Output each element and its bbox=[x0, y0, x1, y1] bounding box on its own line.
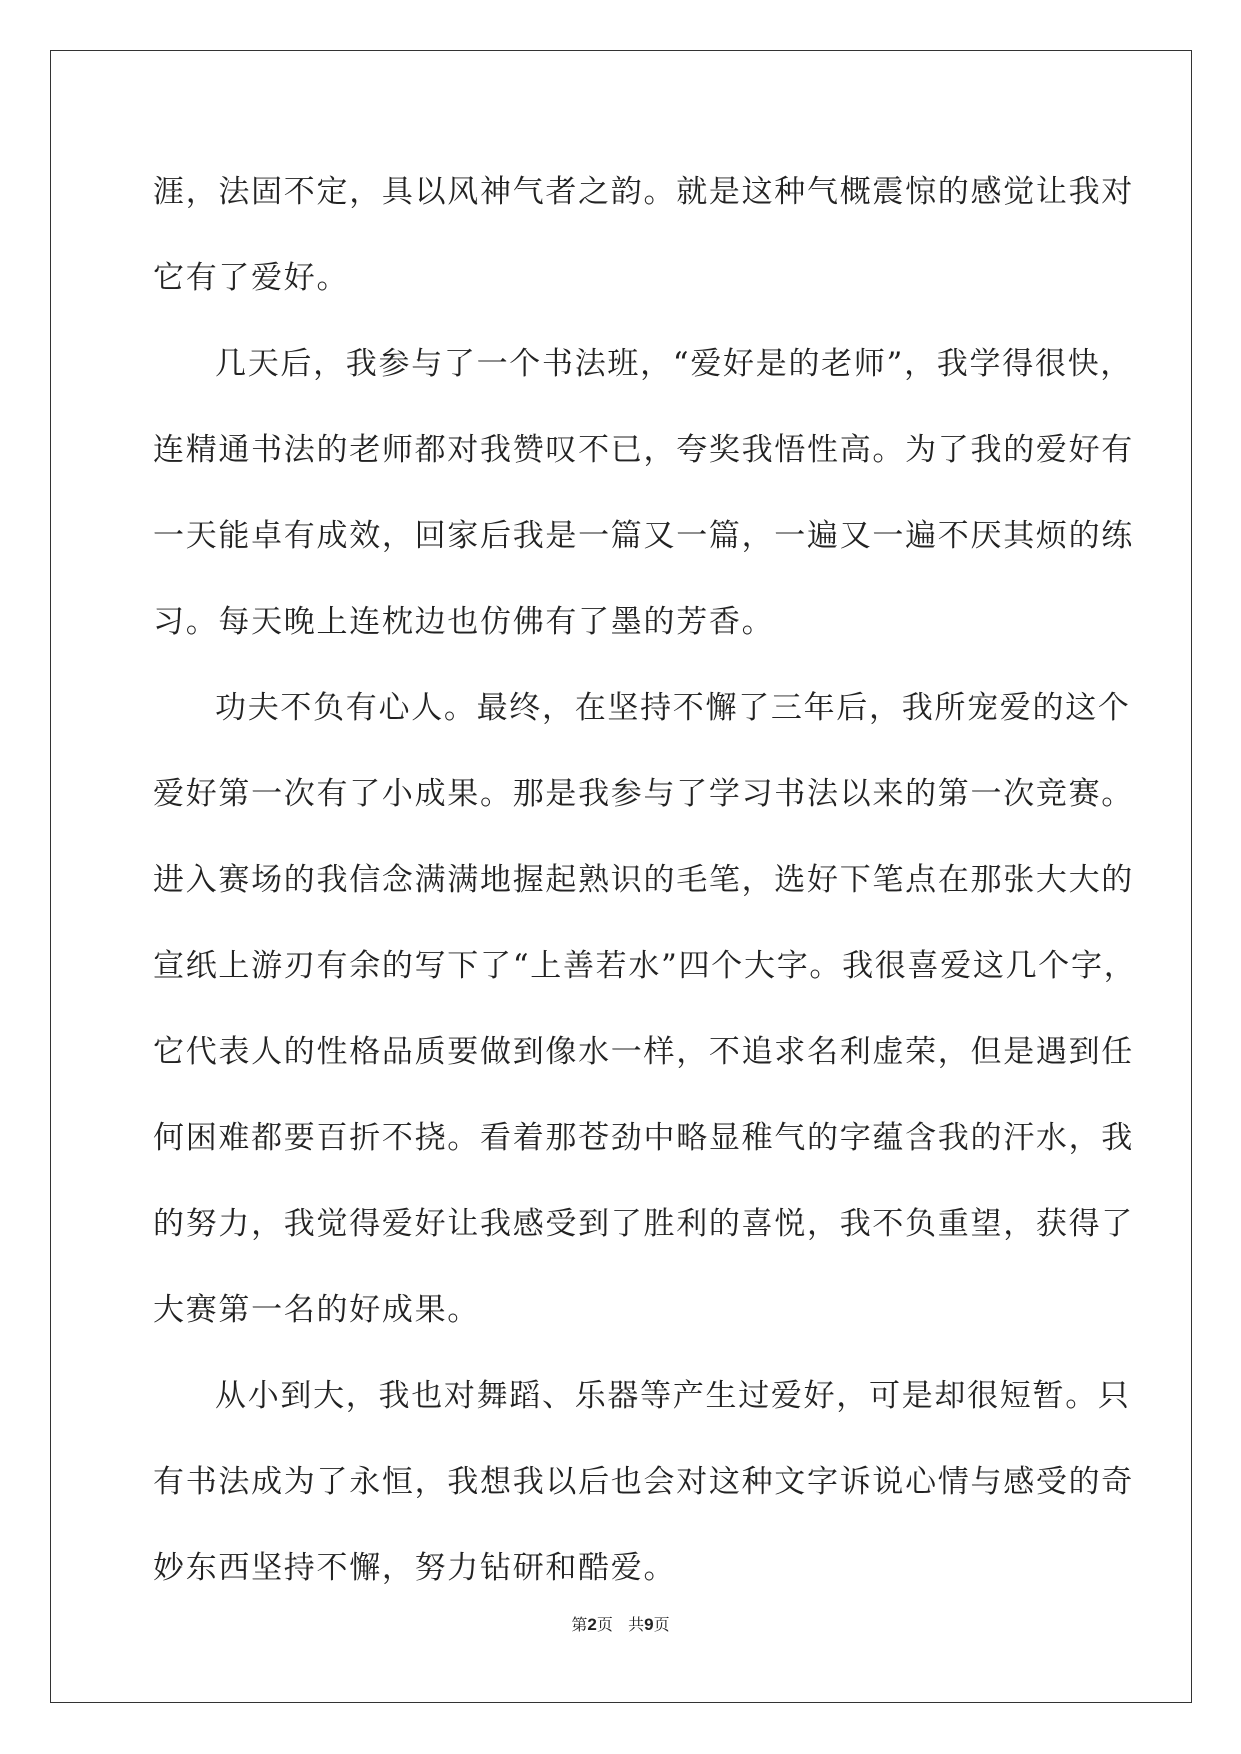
total-pages: 9 bbox=[644, 1615, 654, 1634]
total-suffix: 页 bbox=[653, 1615, 670, 1634]
text-line: 功夫不负有心人。最终，在坚持不懈了三年后，我所宠爱的这个 bbox=[215, 690, 1131, 726]
page-suffix: 页 bbox=[596, 1615, 613, 1634]
total-prefix: 共 bbox=[628, 1615, 645, 1634]
text-line: 从小到大，我也对舞蹈、乐器等产生过爱好，可是却很短暂。只 bbox=[215, 1378, 1131, 1414]
page-prefix: 第 bbox=[571, 1615, 588, 1634]
text-line: 连精通书法的老师都对我赞叹不已，夸奖我悟性高。为了我的爱好有 bbox=[153, 432, 1134, 468]
text-line: 涯，法固不定，具以风神气者之韵。就是这种气概震惊的感觉让我对 bbox=[153, 174, 1134, 210]
text-line: 的努力，我觉得爱好让我感受到了胜利的喜悦，我不负重望，获得了 bbox=[153, 1206, 1134, 1242]
text-line: 宣纸上游刃有余的写下了“上善若水”四个大字。我很喜爱这几个字， bbox=[153, 948, 1137, 984]
text-line: 它有了爱好。 bbox=[153, 260, 350, 296]
text-line: 习。每天晚上连枕边也仿佛有了墨的芳香。 bbox=[153, 604, 775, 640]
text-line: 何困难都要百折不挠。看着那苍劲中略显稚气的字蕴含我的汗水，我 bbox=[153, 1120, 1134, 1156]
text-line: 妙东西坚持不懈，努力钻研和酷爱。 bbox=[153, 1550, 677, 1586]
document-body bbox=[153, 162, 1137, 1624]
page-footer bbox=[0, 1612, 1241, 1635]
text-line: 几天后，我参与了一个书法班，“爱好是的老师”，我学得很快， bbox=[215, 346, 1133, 382]
text-line: 一天能卓有成效，回家后我是一篇又一篇，一遍又一遍不厌其烦的练 bbox=[153, 518, 1134, 554]
text-line: 有书法成为了永恒，我想我以后也会对这种文字诉说心情与感受的奇 bbox=[153, 1464, 1134, 1500]
text-line: 进入赛场的我信念满满地握起熟识的毛笔，选好下笔点在那张大大的 bbox=[153, 862, 1134, 898]
text-line: 大赛第一名的好成果。 bbox=[153, 1292, 480, 1328]
page-number: 2 bbox=[587, 1615, 597, 1634]
text-line: 爱好第一次有了小成果。那是我参与了学习书法以来的第一次竞赛。 bbox=[153, 776, 1134, 812]
text-line: 它代表人的性格品质要做到像水一样，不追求名利虚荣，但是遇到任 bbox=[153, 1034, 1134, 1070]
